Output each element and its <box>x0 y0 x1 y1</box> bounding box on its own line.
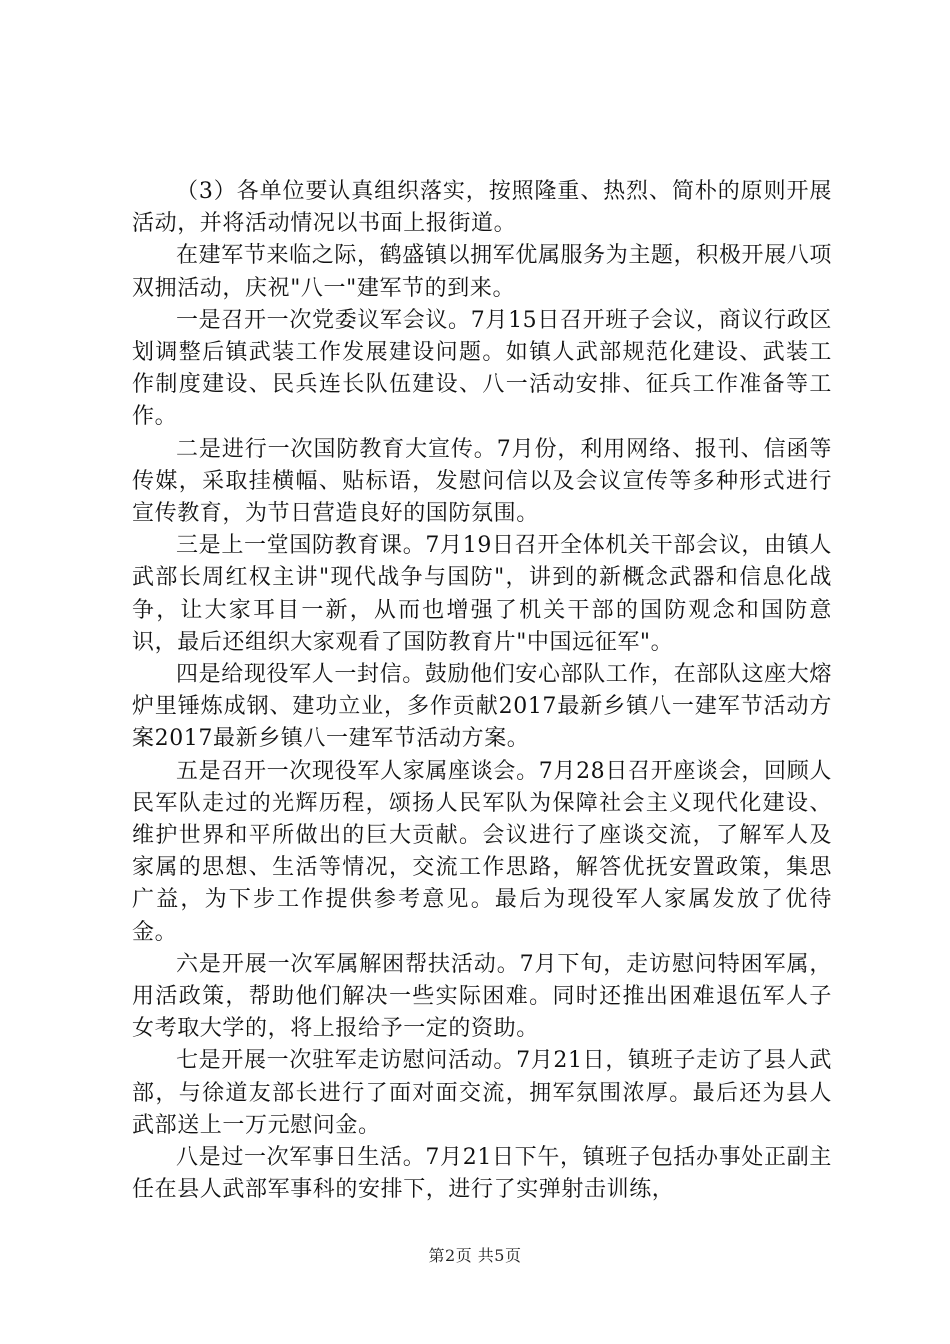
paragraph-2: 在建军节来临之际，鹤盛镇以拥军优属服务为主题，积极开展八项双拥活动，庆祝"八一"建军节的到来。 <box>132 243 832 301</box>
paragraph-10: 八是过一次军事日生活。7月21日下午，镇班子包括办事处正副主任在县人武部军事科的安排下，进行了实弹射击训练， <box>132 1145 832 1203</box>
page-number-footer: 第2页 共5页 <box>428 1246 522 1265</box>
paragraph-8: 六是开展一次军属解困帮扶活动。7月下旬，走访慰问特困军属，用活政策，帮助他们解决一些实际困难。同时还推出困难退伍军人子女考取大学的，将上报给予一定的资助。 <box>132 951 832 1042</box>
paragraph-5: 三是上一堂国防教育课。7月19日召开全体机关干部会议，由镇人武部长周红权主讲"现代战争与国防"，讲到的新概念武器和信息化战争，让大家耳目一新，从而也增强了机关干部的国防观念和国防意识，最后还组织大家观看了国防教育片"中国远征军"。 <box>132 533 832 655</box>
document-body <box>132 176 832 1207</box>
paragraph-4: 二是进行一次国防教育大宣传。7月份，利用网络、报刊、信函等传媒，采取挂横幅、贴标语，发慰问信以及会议宣传等多种形式进行宣传教育，为节日营造良好的国防氛围。 <box>132 436 832 527</box>
paragraph-9: 七是开展一次驻军走访慰问活动。7月21日，镇班子走访了县人武部，与徐道友部长进行了面对面交流，拥军氛围浓厚。最后还为县人武部送上一万元慰问金。 <box>132 1048 832 1138</box>
paragraph-7: 五是召开一次现役军人家属座谈会。7月28日召开座谈会，回顾人民军队走过的光辉历程，颂扬人民军队为保障社会主义现代化建设、维护世界和平所做出的巨大贡献。会议进行了座谈交流，了解军人及家属的思想、生活等情况，交流工作思路，解答优抚安置政策，集思广益，为下步工作提供参考意见。最后为现役军人家属发放了优待金。 <box>132 758 832 945</box>
paragraph-1: （3）各单位要认真组织落实，按照隆重、热烈、简朴的原则开展活动，并将活动情况以书面上报街道。 <box>132 179 832 237</box>
paragraph-3: 一是召开一次党委议军会议。7月15日召开班子会议，商议行政区划调整后镇武装工作发展建设问题。如镇人武部规范化建设、武装工作制度建设、民兵连长队伍建设、八一活动安排、征兵工作准备等工作。 <box>132 307 832 430</box>
paragraph-6: 四是给现役军人一封信。鼓励他们安心部队工作，在部队这座大熔炉里锤炼成钢、建功立业，多作贡献2017最新乡镇八一建军节活动方案2017最新乡镇八一建军节活动方案。 <box>132 662 832 752</box>
